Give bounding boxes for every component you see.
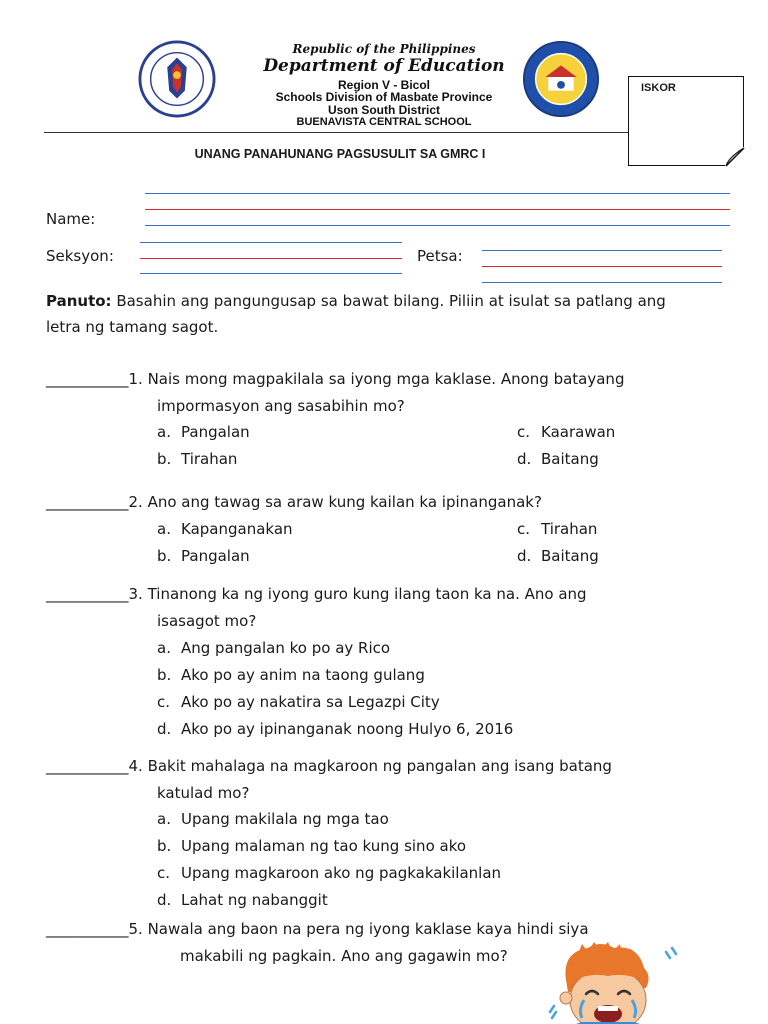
- option-4c: c. Upang magkaroon ako ng pagkakakilanlan: [157, 864, 502, 882]
- answer-blank[interactable]: ___________: [46, 370, 129, 388]
- name-line-mid: [145, 209, 730, 210]
- option-1b: b. Tirahan: [157, 450, 238, 468]
- date-line-mid: [482, 266, 722, 267]
- option-4b: b. Upang malaman ng tao kung sino ako: [157, 837, 467, 855]
- answer-blank[interactable]: ___________: [46, 493, 129, 511]
- answer-blank[interactable]: ___________: [46, 757, 129, 775]
- option-1d: d. Baitang: [517, 450, 599, 468]
- question-text: 3. Tinanong ka ng iyong guro kung ilang taon ka na. Ano ang: [128, 585, 587, 603]
- answer-blank[interactable]: ___________: [46, 585, 129, 603]
- republic-heading: Republic of the Philippines: [292, 42, 476, 56]
- option-3c: c. Ako po ay nakatira sa Legazpi City: [157, 693, 440, 711]
- option-1a: a. Pangalan: [157, 423, 250, 441]
- crying-child-illustration: [548, 942, 678, 1024]
- question-text: 4. Bakit mahalaga na magkaroon ng pangalan ang isang batang: [128, 757, 612, 775]
- region-heading: Region V - Bicol: [337, 78, 430, 92]
- district-heading: Uson South District: [327, 103, 440, 117]
- instructions-cont: letra ng tamang sagot.: [46, 318, 219, 336]
- question-1: [46, 366, 720, 393]
- header-divider: [44, 132, 629, 133]
- department-heading: Department of Education: [263, 56, 505, 76]
- section-label: Seksyon:: [46, 247, 114, 265]
- instructions-line1: Basahin ang pangungusap sa bawat bilang. Piliin at isulat sa patlang ang: [116, 292, 666, 310]
- name-label: Name:: [46, 210, 96, 228]
- school-heading: BUENAVISTA CENTRAL SCHOOL: [296, 116, 472, 128]
- option-2d: d. Baitang: [517, 547, 599, 565]
- score-label: ISKOR: [641, 82, 676, 94]
- instructions-label: Panuto:: [46, 292, 112, 310]
- instructions: [46, 288, 726, 315]
- option-3a: a. Ang pangalan ko po ay Rico: [157, 639, 391, 657]
- section-line-top: [140, 242, 402, 243]
- answer-blank[interactable]: ___________: [46, 920, 129, 938]
- section-line-mid: [140, 258, 402, 259]
- name-line-bottom: [145, 225, 730, 226]
- option-4a: a. Upang makilala ng mga tao: [157, 810, 389, 828]
- date-label: Petsa:: [417, 247, 463, 265]
- option-3d: d. Ako po ay ipinanganak noong Hulyo 6, 2016: [157, 720, 514, 738]
- question-text: 2. Ano ang tawag sa araw kung kailan ka ipinanganak?: [128, 493, 542, 511]
- question-5-cont: makabili ng pagkain. Ano ang gagawin mo?: [180, 947, 508, 965]
- question-3: [46, 581, 720, 608]
- option-3b: b. Ako po ay anim na taong gulang: [157, 666, 425, 684]
- section-line-bottom: [140, 273, 402, 274]
- date-line-top: [482, 250, 722, 251]
- question-4: [46, 753, 720, 780]
- question-text: 1. Nais mong magpakilala sa iyong mga kaklase. Anong batayang: [128, 370, 625, 388]
- division-heading: Schools Division of Masbate Province: [275, 90, 493, 104]
- option-4d: d. Lahat ng nabanggit: [157, 891, 328, 909]
- page-fold-icon: [725, 147, 745, 167]
- option-2b: b. Pangalan: [157, 547, 250, 565]
- question-3-cont: isasagot mo?: [157, 612, 257, 630]
- name-line-top: [145, 193, 730, 194]
- question-4-cont: katulad mo?: [157, 784, 250, 802]
- option-1c: c. Kaarawan: [517, 423, 616, 441]
- question-1-cont: impormasyon ang sasabihin mo?: [157, 397, 405, 415]
- option-2a: a. Kapanganakan: [157, 520, 293, 538]
- exam-title: UNANG PANAHUNANG PAGSUSULIT SA GMRC I: [194, 147, 486, 161]
- date-line-bottom: [482, 282, 722, 283]
- question-text: 5. Nawala ang baon na pera ng iyong kaklase kaya hindi siya: [128, 920, 589, 938]
- question-5: [46, 916, 720, 943]
- question-2: [46, 489, 720, 516]
- option-2c: c. Tirahan: [517, 520, 598, 538]
